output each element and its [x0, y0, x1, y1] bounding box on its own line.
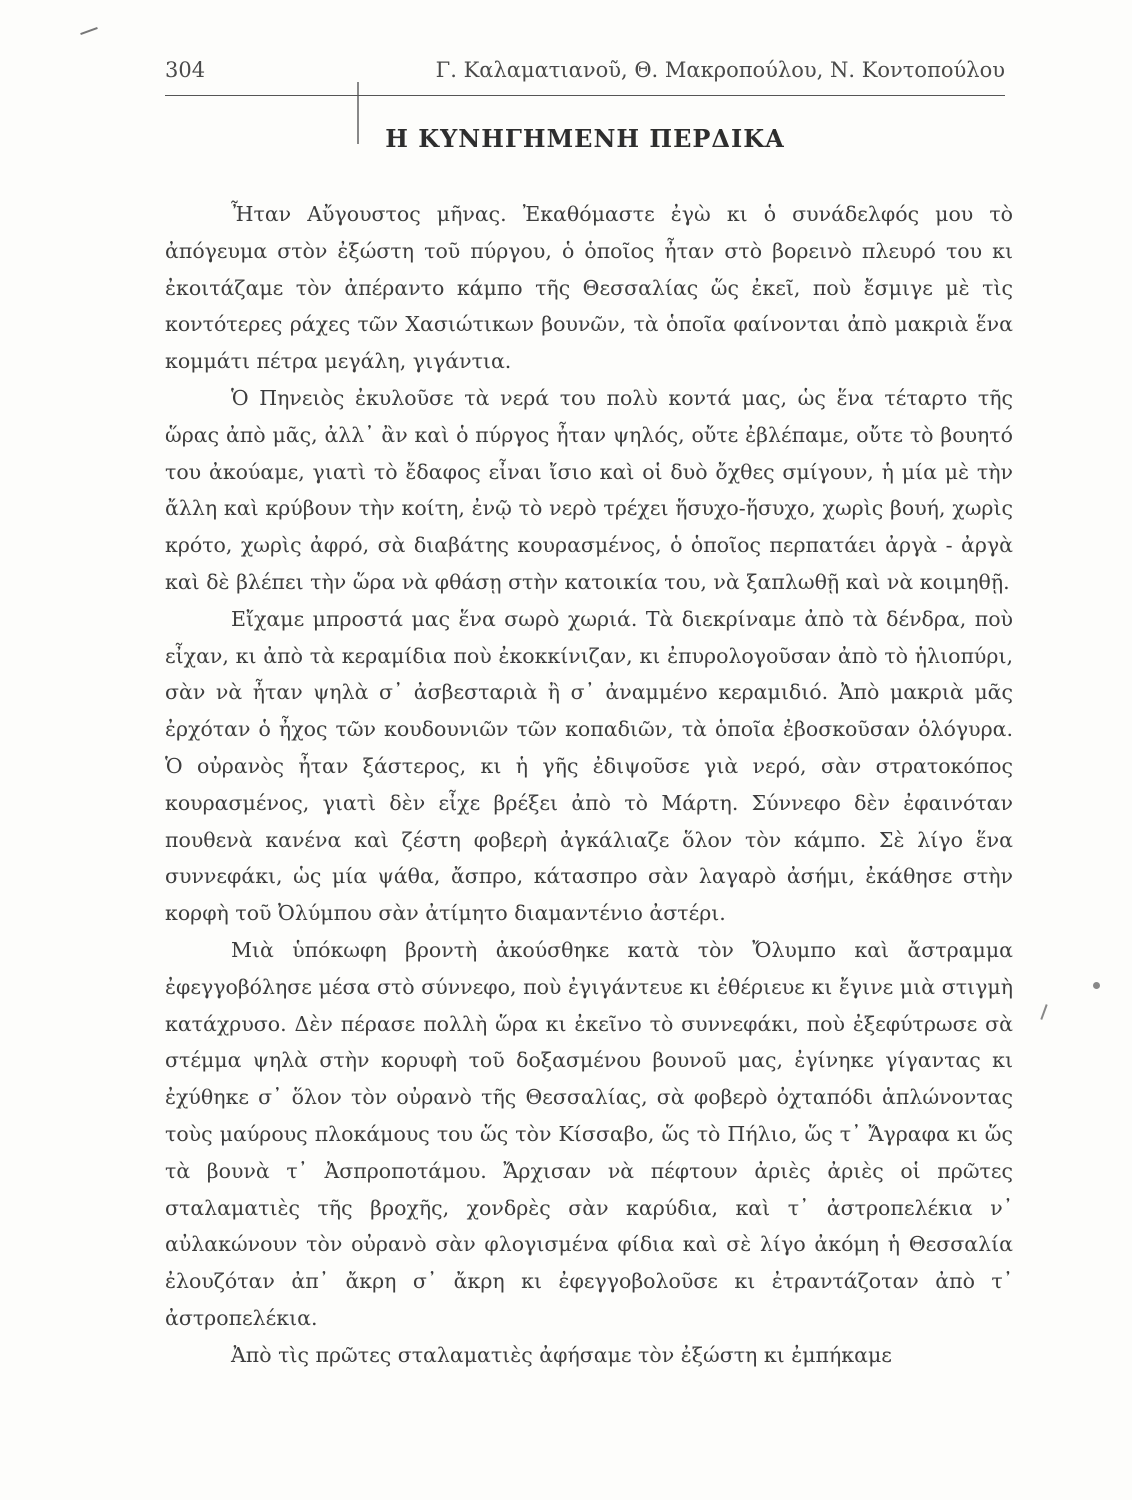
margin-dot-mark — [1093, 982, 1100, 989]
body-text — [165, 196, 1013, 1374]
header-authors: Γ. Καλαματιανοῦ, Θ. Μακροπούλου, Ν. Κοντοπούλου — [435, 58, 1005, 82]
margin-stroke-mark — [80, 27, 98, 35]
paragraph-3: Εἴχαμε μπροστά μας ἕνα σωρὸ χωριά. Τὰ διεκρίναμε ἀπὸ τὰ δένδρα, ποὺ εἶχαν, κι ἀπὸ τὰ κεραμίδια ποὺ ἐκοκκίνιζαν, κι ἐπυρολογοῦσαν ἀπὸ τὸ ἡλιοπύρι, σὰν νὰ ἦταν ψηλὰ σ᾽ ἀσβεσταριὰ ἢ σ᾽ ἀναμμένο κεραμιδιό. Ἀπὸ μακριὰ μᾶς ἐρχόταν ὁ ἦχος τῶν κουδουνιῶν τῶν κοπαδιῶν, τὰ ὁποῖα ἐβοσκοῦσαν ὁλόγυρα. Ὁ οὐρανὸς ἦταν ξάστερος, κι ἡ γῆς ἐδιψοῦσε γιὰ νερό, σὰν στρατοκόπος κουρασμένος, γιατὶ δὲν εἶχε βρέξει ἀπὸ τὸ Μάρτη. Σύννεφο δὲν ἐφαινόταν πουθενὰ κανένα καὶ ζέστη φοβερὴ ἀγκάλιαζε ὅλον τὸν κάμπο. Σὲ λίγο ἕνα συννεφάκι, ὡς μία ψάθα, ἄσπρο, κάτασπρο σὰν λαγαρὸ ἀσήμι, ἐκάθησε στὴν κορφὴ τοῦ Ὀλύμπου σὰν ἀτίμητο διαμαντένιο ἀστέρι. — [165, 606, 1013, 926]
paragraph-2: Ὁ Πηνειὸς ἐκυλοῦσε τὰ νερά του πολὺ κοντά μας, ὡς ἕνα τέταρτο τῆς ὥρας ἀπὸ μᾶς, ἀλλ᾽ ἂν καὶ ὁ πύργος ἦταν ψηλός, οὔτε ἐβλέπαμε, οὔτε τὸ βουητό του ἀκούαμε, γιατὶ τὸ ἔδαφος εἶναι ἴσιο καὶ οἱ δυὸ ὄχθες σμίγουν, ἡ μία μὲ τὴν ἄλλη καὶ κρύβουν τὴν κοίτη, ἐνῷ τὸ νερὸ τρέχει ἥσυχο-ἥσυχο, χωρὶς βουή, χωρὶς κρότο, χωρὶς ἀφρό, σὰ διαβάτης κουρασμένος, ὁ ὁποῖος περπατάει ἀργὰ - ἀργὰ καὶ δὲ βλέπει τὴν ὥρα νὰ φθάσῃ στὴν κατοικία του, νὰ ξαπλωθῇ καὶ νὰ κοιμηθῇ. — [165, 385, 1013, 594]
running-header — [165, 58, 1005, 82]
margin-tick-mark — [1040, 1004, 1047, 1020]
paragraph-4: Μιὰ ὑπόκωφη βροντὴ ἀκούσθηκε κατὰ τὸν Ὄλυμπο καὶ ἄστραμμα ἐφεγγοβόλησε μέσα στὸ σύννεφο, ποὺ ἐγιγάντευε κι ἐθέριευε κι ἔγινε μιὰ στιγμὴ κατάχρυσο. Δὲν πέρασε πολλὴ ὥρα κι ἐκεῖνο τὸ συννεφάκι, ποὺ ἐξεφύτρωσε σὰ στέμμα ψηλὰ στὴν κορυφὴ τοῦ δοξασμένου βουνοῦ μας, ἐγίνηκε γίγαντας κι ἐχύθηκε σ᾽ ὅλον τὸν οὐρανὸ τῆς Θεσσαλίας, σὰ φοβερὸ ὀχταπόδι ἁπλώνοντας τοὺς μαύρους πλοκάμους του ὥς τὸν Κίσσαβο, ὥς τὸ Πήλιο, ὥς τ᾽ Ἄγραφα κι ὥς τὰ βουνὰ τ᾽ Ἀσπροποτάμου. Ἄρχισαν νὰ πέφτουν ἀριὲς ἀριὲς οἱ πρῶτες σταλαματιὲς τῆς βροχῆς, χονδρὲς σὰν καρύδια, καὶ τ᾽ ἀστροπελέκια ν᾽ αὐλακώνουν τὸν οὐρανὸ σὰν φλογισμένα φίδια καὶ σὲ λίγο ἀκόμη ἡ Θεσσαλία ἐλουζόταν ἀπ᾽ ἄκρη σ᾽ ἄκρη κι ἐφεγγοβολοῦσε κι ἐτραντάζοταν ἀπὸ τ᾽ ἀστροπελέκια. — [165, 937, 1013, 1330]
paragraph-5: Ἀπὸ τὶς πρῶτες σταλαματιὲς ἀφήσαμε τὸν ἐξώστη κι ἐμπήκαμε — [231, 1342, 892, 1367]
header-rule — [165, 95, 1005, 96]
chapter-title: Η ΚΥΝΗΓΗΜΕΝΗ ΠΕΡΔΙΚΑ — [385, 124, 785, 153]
page-number: 304 — [165, 58, 206, 82]
paragraph-1: Ἦταν Αὔγουστος μῆνας. Ἐκαθόμαστε ἐγὼ κι ὁ συνάδελφός μου τὸ ἀπόγευμα στὸν ἐξώστη τοῦ πύργου, ὁ ὁποῖος ἦταν στὸ βορεινὸ πλευρό του κι ἐκοιτάζαμε τὸν ἀπέραντο κάμπο τῆς Θεσσαλίας ὥς ἐκεῖ, ποὺ ἔσμιγε μὲ τὶς κοντότερες ράχες τῶν Χασιώτικων βουνῶν, τὰ ὁποῖα φαίνονται ἀπὸ μακριὰ ἕνα κομμάτι πέτρα μεγάλη, γιγάντια. — [165, 202, 1013, 374]
